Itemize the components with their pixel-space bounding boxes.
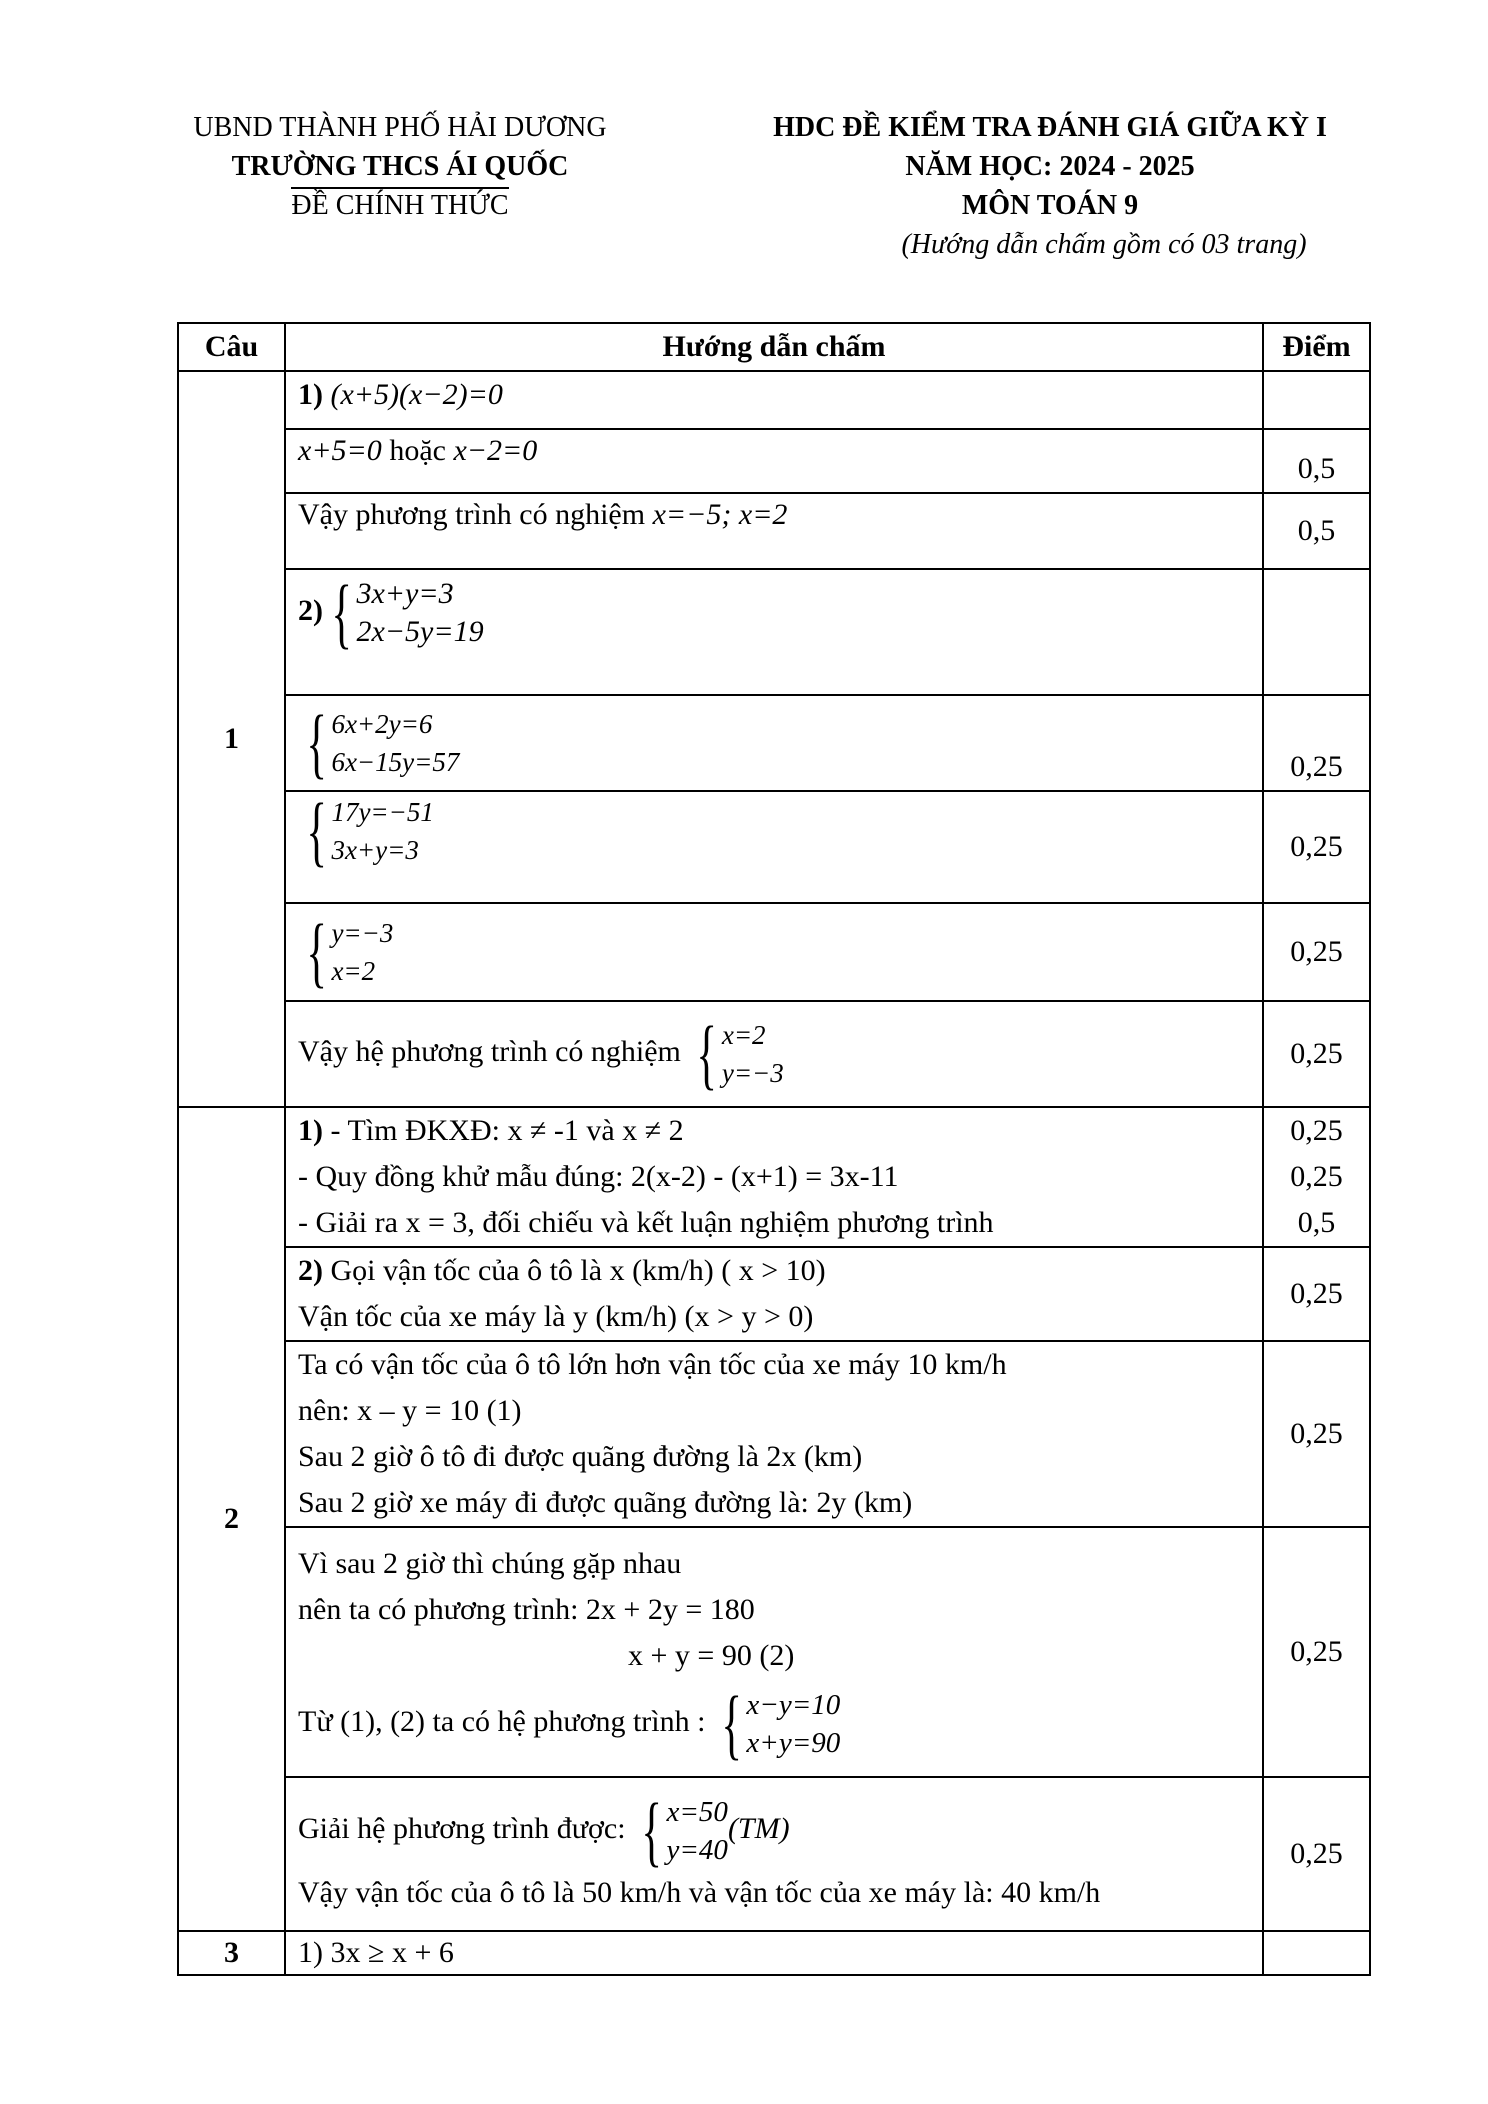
q2-r2-line1: Gọi vận tốc của ô tô là x (km/h) ( x > 10) (323, 1254, 826, 1287)
authority-name: UBND THÀNH PHỐ HẢI DƯƠNG (193, 112, 607, 143)
q1-r8-points: 0,25 (1263, 1001, 1370, 1107)
q2-row-1 (178, 1107, 1370, 1247)
q2-r1-line3: - Giải ra x = 3, đối chiếu và kết luận nghiệm phương trình (298, 1206, 994, 1239)
q2-r3-line2: nên: x – y = 10 (1) (298, 1394, 522, 1427)
q2-r1-points-2: 0,25 (1290, 1160, 1343, 1193)
q1-part2-prefix: 2) (298, 593, 323, 627)
grading-table (177, 322, 1371, 1976)
q2-r1-line2: - Quy đồng khử mẫu đúng: 2(x-2) - (x+1) = 3x-11 (298, 1160, 899, 1193)
q1-row-4 (178, 569, 1370, 695)
q1-r7-eq1: y=−3 (331, 918, 394, 948)
q2-r1-points (1263, 1107, 1370, 1247)
q1-r1-points (1263, 371, 1370, 429)
col-header-guide: Hướng dẫn chấm (285, 323, 1263, 371)
q1-row-7 (178, 903, 1370, 1001)
q2-row-5 (178, 1777, 1370, 1931)
col-header-cau: Câu (178, 323, 285, 371)
q2-r5-eq2: y=40 (666, 1834, 728, 1866)
q1-row-6 (178, 791, 1370, 903)
q1-r3-text: Vậy phương trình có nghiệm (298, 498, 646, 531)
q2-r3-content (285, 1341, 1263, 1527)
q1-r3-points: 0,5 (1263, 493, 1370, 569)
q2-r4-content (285, 1527, 1263, 1777)
q1-r7-eq2: x=2 (331, 956, 376, 986)
q2-r5-content (285, 1777, 1263, 1931)
q2-r1-content (285, 1107, 1263, 1247)
q2-label: 2 (178, 1107, 285, 1931)
col-header-points: Điểm (1263, 323, 1370, 371)
q1-r7-content (285, 903, 1263, 1001)
q1-r2-content (285, 429, 1263, 493)
q2-r1-points-3: 0,5 (1297, 1206, 1336, 1239)
q1-r7-points: 0,25 (1263, 903, 1370, 1001)
q1-r6-eq1: 17y=−51 (331, 797, 434, 827)
subject: MÔN TOÁN 9 (961, 190, 1139, 221)
q2-r3-line4: Sau 2 giờ xe máy đi được quãng đường là: 2y (km) (298, 1486, 913, 1519)
q2-r5-eq1: x=50 (666, 1796, 728, 1828)
q1-r5-system: { 6x+2y=6 6x−15y=57 (306, 699, 460, 786)
q3-r1-points (1263, 1931, 1370, 1975)
q1-r2-b: x−2=0 (453, 434, 538, 467)
q1-r5-eq1: 6x+2y=6 (331, 709, 433, 739)
q2-r5-points: 0,25 (1263, 1777, 1370, 1931)
q1-r7-system: { y=−3 x=2 (306, 908, 394, 995)
q2-r4-line4: Từ (1), (2) ta có hệ phương trình : (298, 1704, 706, 1738)
q2-r5-line2: Vậy vận tốc của ô tô là 50 km/h và vận tốc của xe máy là: 40 km/h (298, 1876, 1101, 1909)
q1-label: 1 (178, 371, 285, 1107)
q1-row-5 (178, 695, 1370, 791)
q3-row-1 (178, 1931, 1370, 1975)
q2-r4-eq2: x+y=90 (746, 1727, 841, 1759)
q1-r2-a: x+5=0 (298, 434, 382, 467)
q1-r4-content (285, 569, 1263, 695)
q1-r6-points: 0,25 (1263, 791, 1370, 903)
q2-part2-prefix: 2) (298, 1254, 323, 1287)
q2-r4-line2: nên ta có phương trình: 2x + 2y = 180 (298, 1593, 755, 1626)
q2-r4-eq1: x−y=10 (746, 1689, 841, 1721)
q2-r4-system: { x−y=10 x+y=90 (721, 1680, 841, 1767)
q1-r5-content (285, 695, 1263, 791)
q2-r2-points: 0,25 (1263, 1247, 1370, 1341)
q2-r2-line2: Vận tốc của xe máy là y (km/h) (x > y > 0) (298, 1300, 814, 1333)
q2-r5-text: Giải hệ phương trình được: (298, 1811, 626, 1845)
school-year: NĂM HỌC: 2024 - 2025 (905, 151, 1195, 182)
q1-part1-prefix: 1) (298, 378, 323, 411)
q1-row-2 (178, 429, 1370, 493)
q1-row-1 (178, 371, 1370, 429)
q1-r4-eq2: 2x−5y=19 (356, 615, 484, 648)
q1-row-3 (178, 493, 1370, 569)
q3-r1-content: 1) 3x ≥ x + 6 (285, 1931, 1263, 1975)
q2-r3-line3: Sau 2 giờ ô tô đi được quãng đường là 2x (km) (298, 1440, 863, 1473)
q1-r8-text: Vậy hệ phương trình có nghiệm (298, 1034, 681, 1068)
school-name: TRƯỜNG THCS ÁI QUỐC (231, 151, 569, 182)
official-label: ĐỀ CHÍNH THỨC (291, 187, 508, 223)
page-note: (Hướng dẫn chấm gồm có 03 trang) (901, 229, 1307, 260)
q1-r2-points: 0,5 (1263, 429, 1370, 493)
q2-r4-points: 0,25 (1263, 1527, 1370, 1777)
q2-r1-points-1: 0,25 (1290, 1114, 1343, 1147)
q1-r1-expr: (x+5)(x−2)=0 (330, 378, 503, 411)
q1-row-8 (178, 1001, 1370, 1107)
doc-title: HDC ĐỀ KIỂM TRA ĐÁNH GIÁ GIỮA KỲ I (773, 112, 1327, 143)
q2-row-2 (178, 1247, 1370, 1341)
q1-r6-content (285, 787, 1263, 903)
header-left (150, 108, 650, 225)
q1-r5-eq2: 6x−15y=57 (331, 747, 460, 777)
q1-r6-system: { 17y=−51 3x+y=3 (306, 787, 434, 874)
q2-row-4 (178, 1527, 1370, 1777)
q1-r4-points (1263, 569, 1370, 695)
q1-r6-eq2: 3x+y=3 (331, 835, 419, 865)
q2-part1-prefix: 1) (298, 1114, 323, 1147)
q1-r8-system: { x=2 y=−3 (696, 1010, 784, 1097)
q2-r1-line1: - Tìm ĐKXĐ: x ≠ -1 và x ≠ 2 (323, 1114, 684, 1147)
q2-r4-line3: x + y = 90 (2) (628, 1639, 795, 1672)
q1-r8-eq2: y=−3 (721, 1058, 784, 1088)
q3-label: 3 (178, 1931, 285, 1975)
q2-r4-line1: Vì sau 2 giờ thì chúng gặp nhau (298, 1547, 682, 1580)
q1-r4-system: { 3x+y=3 2x−5y=19 (331, 569, 484, 656)
q2-r3-line1: Ta có vận tốc của ô tô lớn hơn vận tốc của xe máy 10 km/h (298, 1348, 1007, 1381)
q2-row-3 (178, 1341, 1370, 1527)
q2-r5-tm: (TM) (727, 1811, 790, 1845)
q2-r3-points: 0,25 (1263, 1341, 1370, 1527)
q2-r5-system: { x=50 y=40 (641, 1787, 728, 1874)
q1-r1-content (285, 371, 1263, 429)
table-header-row (178, 323, 1370, 371)
q1-r2-mid: hoặc (389, 434, 446, 467)
q1-r4-eq1: 3x+y=3 (356, 577, 454, 610)
q1-r8-content (285, 1001, 1263, 1107)
q1-r5-points: 0,25 (1263, 695, 1370, 791)
q1-r3-content (285, 493, 1263, 569)
q2-r2-content (285, 1247, 1263, 1341)
q1-r3-expr: x=−5; x=2 (652, 498, 788, 531)
q1-r8-eq1: x=2 (721, 1020, 766, 1050)
header-right (715, 108, 1385, 264)
